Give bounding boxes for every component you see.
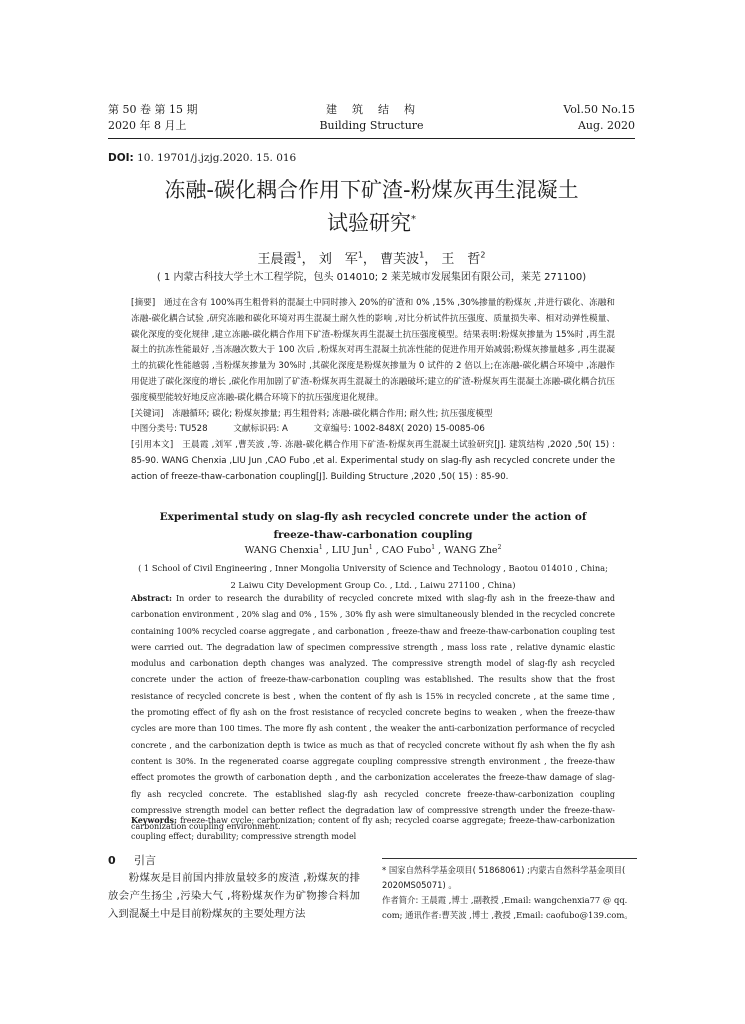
keywords-cn-text: 冻融循环; 碳化; 粉煤灰掺量; 再生粗骨料; 冻融-碳化耦合作用; 耐久性; 抗压强度模型 [172,408,493,419]
keywords-cn-label: [关键词] [131,408,164,419]
section-title: 引言 [134,854,156,867]
author-name: WANG Zhe [444,545,498,557]
footnote [382,858,637,923]
author-cn [319,252,376,267]
abstract-en [131,590,615,835]
paper-title-en [131,508,615,544]
author-affil-mark: 1 [368,544,373,551]
journal-name-en: Building Structure [319,119,424,132]
author-en [444,545,501,556]
author-affil-mark: 1 [357,250,363,260]
title-cn-line2-wrap [108,205,635,238]
affiliation-cn: ( 1 内蒙古科技大学土木工程学院，包头 014010; 2 莱芜城市发展集团有限公司，莱芜 271100) [156,272,587,283]
classification-cn [131,422,615,438]
author-name: 曹芙波 [380,252,420,267]
journal-name [108,102,635,134]
title-cn-line1: 冻融-碳化耦合作用下矿渣-粉煤灰再生混凝土 [164,178,579,202]
section-number: 0 [108,854,116,867]
journal-name-cn: 建 筑 结 构 [326,103,417,116]
volume-issue: 第 50 卷 第 15 期 [108,103,198,116]
author-affil-mark: 1 [296,250,302,260]
author-cn [441,252,485,267]
author-affil-mark: 1 [318,544,323,551]
fund-mark: * [411,214,416,225]
affiliation-en [131,560,615,594]
issue-date: 2020 年 8 月上 [108,119,187,132]
doc-code: 文献标识码: A [233,424,288,435]
author-name: WANG Chenxia [244,545,319,557]
intro-column [108,870,360,923]
author-name: 王晨霞 [257,252,297,267]
keywords-cn [131,407,615,423]
author-cn [380,252,437,267]
author-sep: ， [424,252,438,267]
author-affil-mark: 2 [497,544,502,551]
author-name: 王 哲 [441,252,481,267]
author-en [382,545,444,556]
author-note-text: 王晨霞 ,博士 ,副教授 ,Email: wangchenxia77 @ qq. com; 通讯作者:曹芙波 ,博士 ,教授 ,Email: caofubo@139.com。 [382,895,633,920]
author-sep: ， [301,252,315,267]
author-name: LIU Jun [331,545,369,557]
author-sep: , [435,545,445,557]
title-cn-line2: 试验研究 [327,211,411,235]
keywords-en-label: Keywords: [131,815,178,825]
affiliation-en-line2: 2 Laiwu City Development Group Co. , Ltd. , Laiwu 271100 , China) [230,580,516,590]
abstract-en-label: Abstract: [131,593,172,603]
author-sep: ， [362,252,376,267]
intro-paragraph: 粉煤灰是目前国内排放量较多的废渣 ,粉煤灰的排放会产生扬尘 ,污染大气 ,将粉煤灰作为矿物掺合料加入到混凝土中是目前粉煤灰的主要处理方法 [108,872,360,920]
author-list-en [131,544,615,556]
section-heading [108,852,156,868]
abstract-cn-label: [摘要] [131,298,156,308]
citation-text: 王晨霞 ,刘军 ,曹芙波 ,等. 冻融-碳化耦合作用下矿渣-粉煤灰再生混凝土试验研究[J]. 建筑结构 ,2020 ,50( 15) : 85-90. WANG Chenxia ,LIU Jun ,CAO Fubo ,et al. Experimental study on slag-fly ash recycled concrete under the action of freeze-thaw-carbonation coupling[J]. Building Structure ,2020 ,50( 15) : 85-90. [131,440,615,482]
doi-value: 10. 19701/j.jzjg.2020. 15. 016 [137,152,297,164]
running-header [108,102,635,139]
author-affil-mark: 1 [419,250,425,260]
affiliation-en-line1: ( 1 School of Civil Engineering , Inner Mongolia University of Science and Technology , Baotou 014010 , China; [138,563,608,573]
author-sep: , [322,545,332,557]
author-affil-mark: 2 [480,250,486,260]
abstract-block-cn [131,296,615,486]
title-en-line1: Experimental study on slag-fly ash recycled concrete under the action of [159,511,587,523]
doi-label: DOI: [108,152,134,164]
clc-code: 中图分类号: TU528 [131,424,208,435]
title-en-line2: freeze-thaw-carbonation coupling [273,529,473,541]
author-en [332,545,382,556]
author-list-cn [108,248,635,267]
author-en [245,545,332,556]
author-name: CAO Fubo [381,545,432,557]
issue-info-en [563,102,635,134]
fund-note: * 国家自然科学基金项目( 51868061) ;内蒙古自然科学基金项目( 2020MS05071) 。 [382,865,626,890]
abstract-en-text: In order to research the durability of recycled concrete mixed with slag-fly ash in the freeze-thaw and carbonation environment , 20% slag and 0% , 15% , 30% fly ash were simultaneously blended in the recycled concrete containing 100% recycled coarse aggregate , and carbonation , freeze-thaw and freeze-thaw-carbonation coupling test were carried out. The degradation law of specimen compressive strength , mass loss rate , relative dynamic elastic modulus and carbonation depth changes was analyzed. The compressive strength model of slag-fly ash recycled concrete under the action of freeze-thaw-carbonation coupling was established. The results show that the frost resistance of recycled concrete is best , when the content of fly ash is 15% in recycled concrete , at the same time , the promoting effect of fly ash on the frost resistance of recycled concrete begins to weaken , when the freeze-thaw cycles are more than 100 times. The more fly ash content , the weaker the anti-carbonization performance of recycled concrete , and the carbonization depth is twice as much as that of recycled concrete without fly ash when the fly ash content is 30%. In the regenerated coarse aggregate coupling compressive strength environment , the freeze-thaw effect promotes the growth of carbonation depth , and the carbonization accelerates the freeze-thaw damage of slag-fly ash recycled concrete. The established slag-fly ash recycled concrete freeze-thaw-carbonization coupling compressive strength model can better reflect the degradation law of compressive strength under the freeze-thaw-carbonization coupling environment. [131,594,615,832]
citation-cn [131,438,615,485]
author-cn [258,252,315,267]
keywords-en-text: freeze-thaw cycle; carbonization; content of fly ash; recycled coarse aggregate; freeze-thaw-carbonization coupling effect; durability; compressive strength model [131,816,616,842]
author-note-label: 作者简介: [382,895,419,905]
keywords-en [131,812,615,846]
issue-date-en: Aug. 2020 [577,119,635,132]
author-sep: , [372,545,382,557]
volume-issue-en: Vol.50 No.15 [563,103,635,116]
abstract-cn [131,296,615,407]
paper-title-cn [108,176,635,238]
abstract-cn-text: 通过在含有 100%再生粗骨料的混凝土中同时掺入 20%的矿渣和 0% ,15% ,30%掺量的粉煤灰 ,并进行碳化、冻融和冻融-碳化耦合试验 ,研究冻融和碳化环境对再生混凝土耐久性的影响 ,对比分析试件抗压强度、质量损失率、相对动弹性模量、碳化深度的变化规律 ,建立冻融-碳化耦合作用下矿渣-粉煤灰再生混凝土抗压强度模型。结果表明:粉煤灰掺量为 15%时 ,再生混凝土的抗冻性能最好 ,当冻融次数大于 100 次后 ,粉煤灰对再生混凝土抗冻性能的促进作用开始减弱;粉煤灰掺量越多 ,再生混凝土的抗碳化性能越弱 ,当粉煤灰掺量为 30%时 ,其碳化深度是粉煤灰掺量为 0 试件的 2 倍以上;在冻融-碳化耦合环境中 ,冻融作用促进了碳化深度的增长 ,碳化作用加剧了矿渣-粉煤灰再生混凝土的冻融破坏;建立的矿渣-粉煤灰再生混凝土冻融-碳化耦合抗压强度模型能较好地反应冻融-碳化耦合环境下的抗压强度退化规律。 [131,298,615,403]
author-name: 刘 军 [318,252,358,267]
doi [108,152,296,164]
article-number: 文章编号: 1002-848X( 2020) 15-0085-06 [313,424,485,435]
author-note [382,893,637,923]
citation-label: [引用本文] [131,440,174,451]
abstract-block-en [131,590,615,835]
author-affil-mark: 1 [431,544,436,551]
